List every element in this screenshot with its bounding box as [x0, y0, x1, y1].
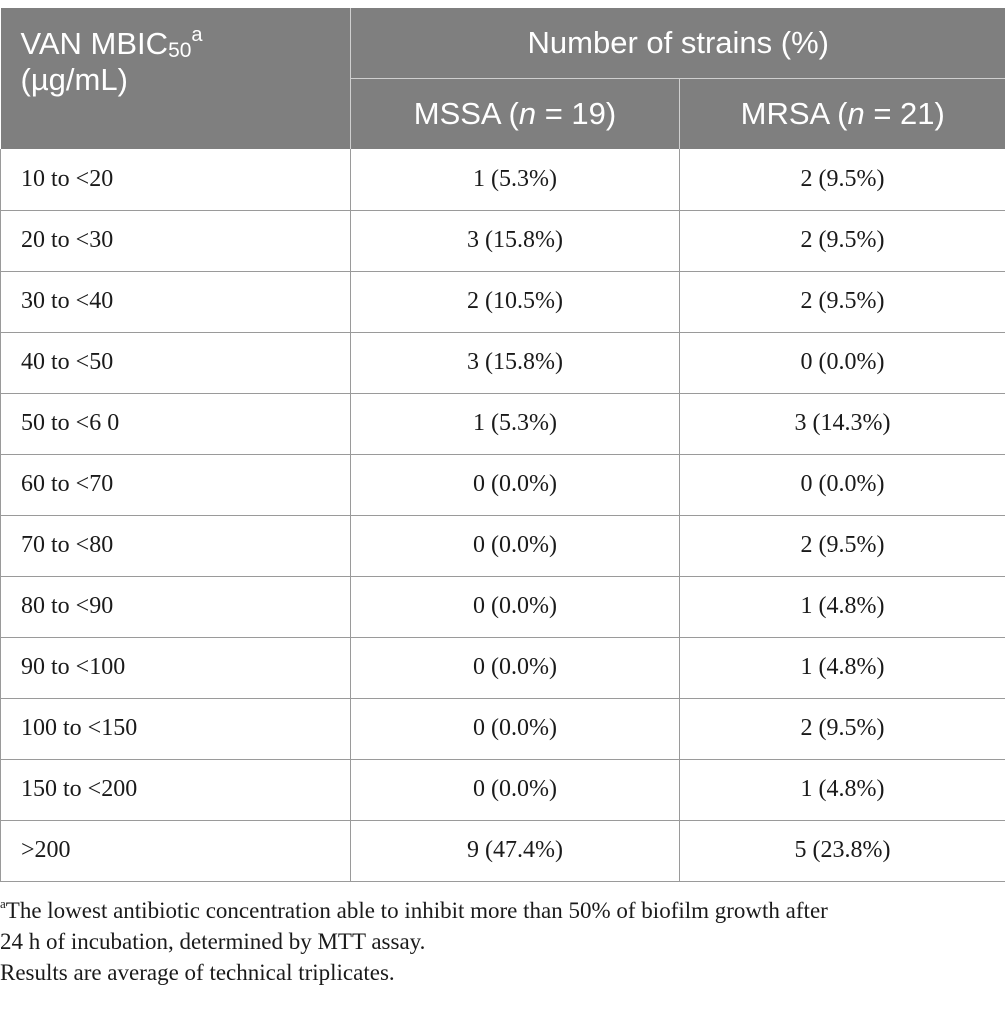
range-cell: 50 to <6 0: [1, 393, 351, 454]
table-header: [1, 8, 1005, 149]
footnote-marker: a: [0, 895, 6, 911]
footnote-results: Results are average of technical triplicates.: [0, 959, 395, 985]
table-row: [1, 637, 1005, 698]
mrsa-cell: 1 (4.8%): [680, 576, 1005, 637]
range-cell: 60 to <70: [1, 454, 351, 515]
range-cell: 20 to <30: [1, 210, 351, 271]
range-cell: 40 to <50: [1, 332, 351, 393]
mrsa-cell: 2 (9.5%): [680, 271, 1005, 332]
mssa-cell: 0 (0.0%): [351, 576, 680, 637]
header-mrsa: MRSA (n = 21): [680, 79, 1005, 150]
mssa-cell: 9 (47.4%): [351, 820, 680, 881]
table-row: [1, 820, 1005, 881]
footnote-a-line1: The lowest antibiotic concentration able to inhibit more than 50% of biofilm growth after: [5, 897, 828, 923]
table-row: [1, 515, 1005, 576]
mssa-cell: 1 (5.3%): [351, 393, 680, 454]
table-row: [1, 698, 1005, 759]
table-row: [1, 759, 1005, 820]
table-row: [1, 393, 1005, 454]
mrsa-cell: 3 (14.3%): [680, 393, 1005, 454]
mrsa-cell: 0 (0.0%): [680, 454, 1005, 515]
mrsa-cell: 1 (4.8%): [680, 759, 1005, 820]
mrsa-cell: 1 (4.8%): [680, 637, 1005, 698]
table-row: [1, 576, 1005, 637]
mssa-cell: 3 (15.8%): [351, 332, 680, 393]
mssa-cell: 0 (0.0%): [351, 759, 680, 820]
table-container: [0, 8, 1005, 988]
table-body: [1, 149, 1005, 881]
range-cell: 150 to <200: [1, 759, 351, 820]
results-table: [0, 8, 1005, 882]
range-cell: >200: [1, 820, 351, 881]
header-concentration-sub: 50: [168, 39, 192, 62]
mrsa-cell: 2 (9.5%): [680, 210, 1005, 271]
table-row: [1, 332, 1005, 393]
mrsa-cell: 2 (9.5%): [680, 698, 1005, 759]
header-number-of-strains: Number of strains (%): [351, 8, 1005, 79]
header-concentration-unit: (µg/mL): [20, 62, 128, 97]
mrsa-cell: 2 (9.5%): [680, 149, 1005, 210]
range-cell: 70 to <80: [1, 515, 351, 576]
mssa-cell: 2 (10.5%): [351, 271, 680, 332]
range-cell: 90 to <100: [1, 637, 351, 698]
table-row: [1, 149, 1005, 210]
header-mssa: MSSA (n = 19): [351, 79, 680, 150]
range-cell: 100 to <150: [1, 698, 351, 759]
mrsa-cell: 5 (23.8%): [680, 820, 1005, 881]
header-concentration: [1, 8, 351, 149]
range-cell: 30 to <40: [1, 271, 351, 332]
mssa-cell: 0 (0.0%): [351, 637, 680, 698]
table-footnotes: [0, 882, 1005, 988]
table-row: [1, 454, 1005, 515]
mssa-cell: 0 (0.0%): [351, 454, 680, 515]
range-cell: 80 to <90: [1, 576, 351, 637]
mssa-cell: 1 (5.3%): [351, 149, 680, 210]
footnote-a: [0, 895, 1005, 957]
table-row: [1, 210, 1005, 271]
header-concentration-main: VAN MBIC: [20, 26, 169, 61]
mssa-cell: 3 (15.8%): [351, 210, 680, 271]
mssa-cell: 0 (0.0%): [351, 698, 680, 759]
range-cell: 10 to <20: [1, 149, 351, 210]
mssa-cell: 0 (0.0%): [351, 515, 680, 576]
mrsa-cell: 0 (0.0%): [680, 332, 1005, 393]
mrsa-cell: 2 (9.5%): [680, 515, 1005, 576]
footnote-a-line2: 24 h of incubation, determined by MTT assay.: [0, 928, 426, 954]
table-row: [1, 271, 1005, 332]
header-concentration-sup: a: [191, 24, 203, 46]
